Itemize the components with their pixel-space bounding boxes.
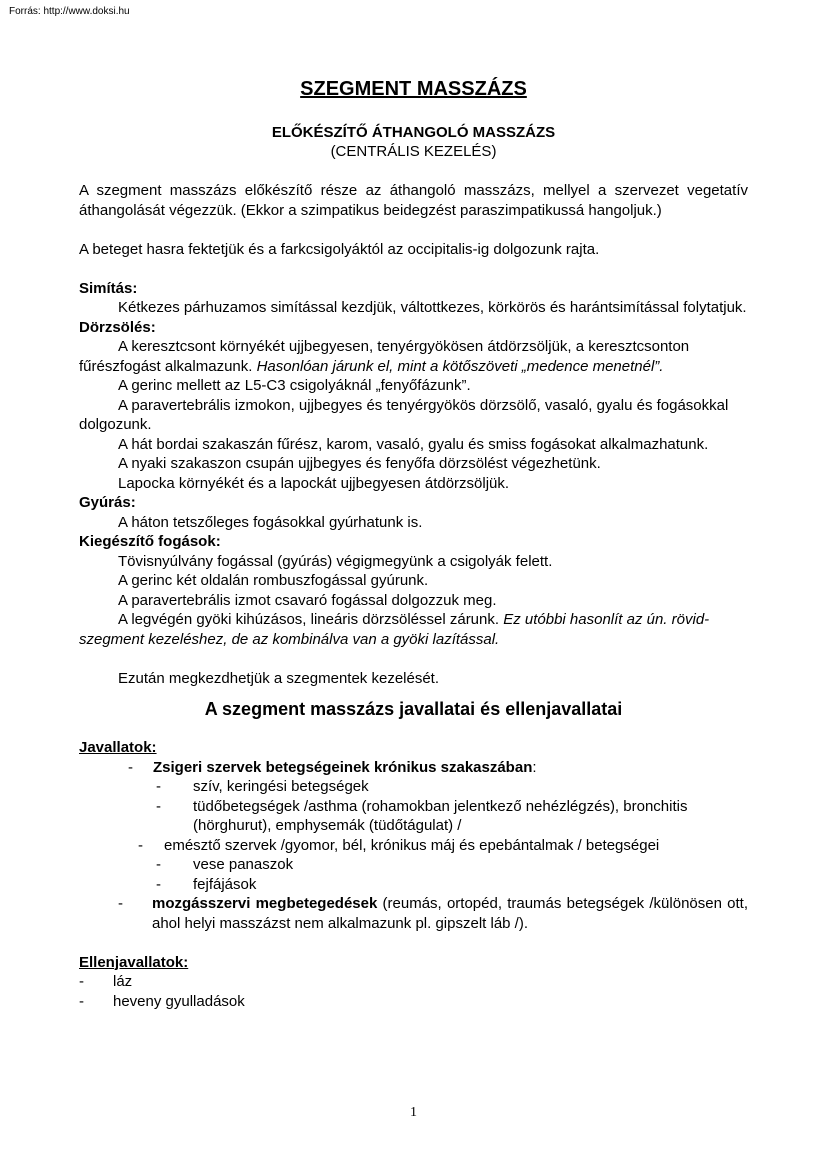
source-url: Forrás: http://www.doksi.hu <box>9 6 130 17</box>
dorzsoles-paragraph-3: A paravertebrális izmokon, ujjbegyes és tenyérgyökös dörzsölő, vasaló, gyalu és fogásokkal dolgozunk. <box>79 396 729 433</box>
kiegeszito-heading: Kiegészítő fogások: <box>79 533 221 550</box>
kiegeszito-paragraph-1: Tövisnyúlvány fogással (gyúrás) végigmegyünk a csigolyák felett. <box>118 552 553 570</box>
dorzsoles-heading: Dörzsölés: <box>79 318 156 336</box>
gyuras-heading: Gyúrás: <box>79 494 136 511</box>
list-item: - mozgásszervi megbetegedések (reumás, ortopéd, traumás betegségek /különösen ott, ahol helyi masszázst nem alkalmazunk pl. gipszelt láb /). <box>118 895 748 932</box>
list-item: - szív, keringési betegségek <box>156 778 369 795</box>
list-item: - tüdőbetegségek /asthma (rohamokban jelentkező nehézlégzés), bronchitis (hörghurut), emphysemák (tüdőtágulat) / <box>156 797 688 834</box>
document-body <box>79 181 748 1011</box>
list-item: - heveny gyulladások <box>79 992 245 1010</box>
list-item: - fejfájások <box>156 875 257 893</box>
dorzsoles-paragraph-4: A hát bordai szakaszán fűrész, karom, vasaló, gyalu és smiss fogásokat alkalmazhatunk. <box>118 435 709 453</box>
page-title: SZEGMENT MASSZÁZS <box>300 78 527 100</box>
dorzsoles-paragraph-5: A nyaki szakaszon csupán ujjbegyes és fenyőfa dörzsölést végezhetünk. <box>118 455 601 472</box>
dorzsoles-paragraph-6: Lapocka környékét és a lapockát ujjbegyesen átdörzsöljük. <box>118 474 510 492</box>
simitas-text: Kétkezes párhuzamos simítással kezdjük, váltottkezes, körkörös és harántsimítással folytatjuk. <box>118 299 747 316</box>
intro-paragraph: A szegment masszázs előkészítő része az áthangoló masszázs, mellyel a szervezet vegetatív áthangolását végezzük. (Ekkor a szimpatikus beidegzést paraszimpatikussá hangoljuk.) <box>79 182 748 219</box>
simitas-heading: Simítás: <box>79 279 138 297</box>
gyuras-text: A háton tetszőleges fogásokkal gyúrhatunk is. <box>118 513 423 531</box>
patient-paragraph: A beteget hasra fektetjük és a farkcsigolyáktól az occipitalis-ig dolgozunk rajta. <box>79 240 600 258</box>
kiegeszito-paragraph-3: A paravertebrális izmot csavaró fogással dolgozzuk meg. <box>118 591 497 609</box>
document-subtitle: ELŐKÉSZÍTŐ ÁTHANGOLÓ MASSZÁZS <box>271 124 556 141</box>
ellenjavallatok-heading: Ellenjavallatok: <box>79 953 189 971</box>
javallatok-heading: Javallatok: <box>79 739 157 756</box>
dorzsoles-paragraph-2: A gerinc mellett az L5-C3 csigolyáknál „fenyőfázunk”. <box>118 377 471 394</box>
kiegeszito-paragraph-4: A legvégén gyöki kihúzásos, lineáris dörzsöléssel zárunk. Ez utóbbi hasonlít az ún. rövid-szegment kezeléshez, de az kombinálva van a gyöki lazítással. <box>79 611 710 648</box>
page-number: 1 <box>410 1105 417 1120</box>
list-item: - emésztő szervek /gyomor, bél, krónikus máj és epebántalmak / betegségei <box>138 836 660 854</box>
section-title: A szegment masszázs javallatai és ellenjavallatai <box>204 699 623 719</box>
next-step-paragraph: Ezután megkezdhetjük a szegmentek kezelését. <box>118 669 440 687</box>
list-item: - Zsigeri szervek betegségeinek krónikus szakaszában: <box>128 758 537 776</box>
document-subtitle-parenthetical: (CENTRÁLIS KEZELÉS) <box>330 143 497 160</box>
list-item: - láz <box>79 973 133 990</box>
kiegeszito-paragraph-2: A gerinc két oldalán rombuszfogással gyúrunk. <box>118 572 429 589</box>
list-item: - vese panaszok <box>156 856 294 873</box>
dorzsoles-paragraph-1: A keresztcsont környékét ujjbegyesen, tenyérgyökösen átdörzsöljük, a keresztcsonton fűrészfogást alkalmazunk. Hasonlóan járunk el, mint a kötőszöveti „medence menetnél”. <box>79 338 690 375</box>
